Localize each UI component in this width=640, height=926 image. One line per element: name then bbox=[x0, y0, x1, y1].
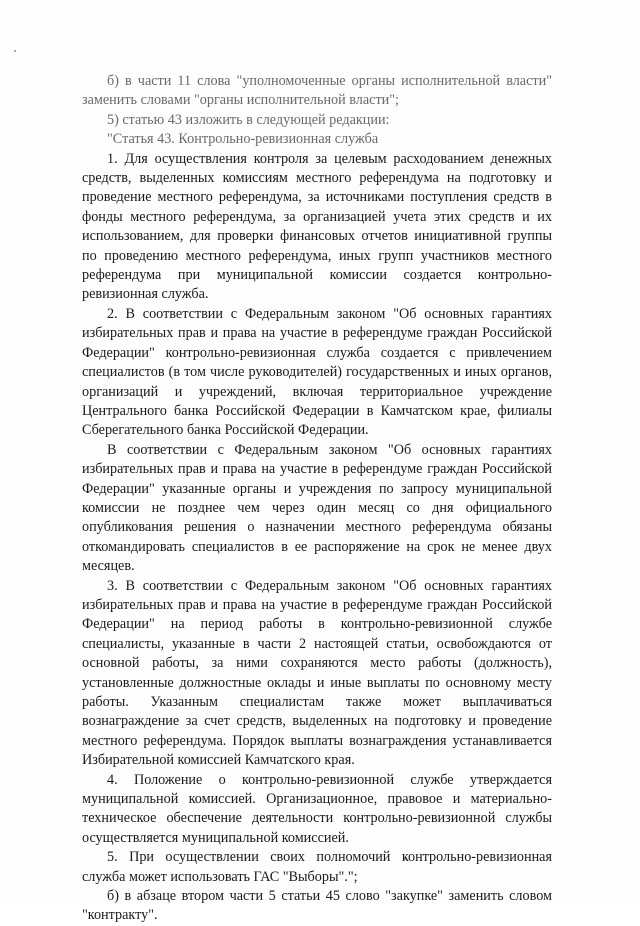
article-43-part-5: 5. При осуществлении своих полномочий контрольно-ревизионная служба может использовать ГАС "Выборы"."; bbox=[82, 849, 552, 885]
paragraph-amendment-article-45: б) в абзаце втором части 5 статьи 45 слово "закупке" заменить словом "контракту". bbox=[82, 888, 552, 924]
article-43-part-2: 2. В соответствии с Федеральным законом "Об основных гарантиях избирательных прав и права на участие в референдуме граждан Российской Федерации" контрольно-ревизионная служба создается с привлечением специалистов (в том числе руководителей) государственных и иных органов, организаций и учреждений, включая территориальное учреждение Центрального банка Российской Федерации в Камчатском крае, филиалы Сберегательного банка Российской Федерации. bbox=[82, 305, 552, 439]
scan-speck bbox=[14, 50, 16, 52]
document-body bbox=[82, 72, 552, 926]
article-43-part-4: 4. Положение о контрольно-ревизионной службе утверждается муниципальной комиссией. Организационное, правовое и материально-техническое обеспечение деятельности контрольно-ревизионной службы осуществляется муниципальной комиссией. bbox=[82, 771, 552, 846]
article-43-heading: "Статья 43. Контрольно-ревизионная служба bbox=[107, 131, 379, 148]
article-43-part-1: 1. Для осуществления контроля за целевым расходованием денежных средств, выделенных комиссиям местного референдума на подготовку и проведение местного референдума, за источниками поступления средств в фонды местного референдума, за организацией учета этих средств и их использованием, для проверки финансовых отчетов инициативной группы по проведению местного референдума, иных групп участников местного референдума при муниципальной комиссии создается контрольно-ревизионная служба. bbox=[82, 150, 552, 303]
paragraph-amendment-part-11: б) в части 11 слова "уполномоченные органы исполнительной власти" заменить словами "органы исполнительной власти"; bbox=[82, 73, 552, 109]
article-43-part-3: 3. В соответствии с Федеральным законом "Об основных гарантиях избирательных прав и права на участие в референдуме граждан Российской Федерации" на период работы в контрольно-ревизионной службе специалисты, указанные в части 2 настоящей статьи, освобождаются от основной работы, за ними сохраняются место работы (должность), установленные должностные оклады и иные выплаты по основному месту работы. Указанным специалистам также может выплачиваться вознаграждение за счет средств, выделенных на подготовку и проведение местного референдума. Порядок выплаты вознаграждения устанавливается Избирательной комиссией Камчатского края. bbox=[82, 577, 552, 769]
article-43-part-2-paragraph-2: В соответствии с Федеральным законом "Об основных гарантиях избирательных прав и права на участие в референдуме граждан Российской Федерации" указанные органы и учреждения по запросу муниципальной комиссии не позднее чем через один месяц со дня официального опубликования решения о назначении местного референдума обязаны откомандировать специалистов в ее распоряжение на срок не менее двух месяцев. bbox=[82, 441, 552, 575]
paragraph-article-43-intro: 5) статью 43 изложить в следующей редакции: bbox=[107, 111, 390, 128]
